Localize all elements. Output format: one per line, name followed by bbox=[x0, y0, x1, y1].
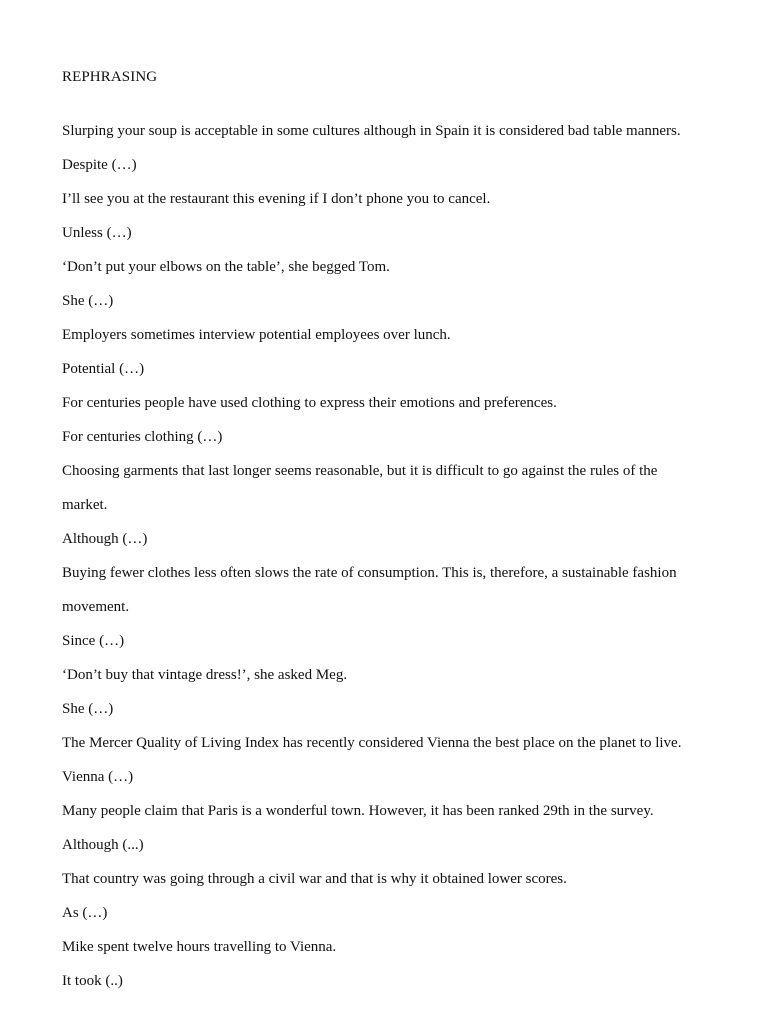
sentence-9: The Mercer Quality of Living Index has recently considered Vienna the best place on the planet to live. bbox=[62, 735, 682, 751]
prompt-9: Vienna (…) bbox=[62, 769, 134, 785]
sentence-2: I’ll see you at the restaurant this evening if I don’t phone you to cancel. bbox=[62, 191, 491, 207]
sentence-3: ‘Don’t put your elbows on the table’, she begged Tom. bbox=[62, 259, 390, 275]
sentence-10: Many people claim that Paris is a wonderful town. However, it has been ranked 29th in the survey. bbox=[62, 803, 654, 819]
sentence-7-part-2: movement. bbox=[62, 599, 130, 615]
prompt-12: It took (..) bbox=[62, 973, 123, 989]
sentence-1: Slurping your soup is acceptable in some cultures although in Spain it is considered bad table manners. bbox=[62, 123, 681, 139]
document-body bbox=[62, 114, 712, 998]
prompt-3: She (…) bbox=[62, 293, 114, 309]
prompt-7: Since (…) bbox=[62, 633, 125, 649]
prompt-6: Although (…) bbox=[62, 531, 148, 547]
sentence-12: Mike spent twelve hours travelling to Vienna. bbox=[62, 939, 337, 955]
prompt-2: Unless (…) bbox=[62, 225, 132, 241]
sentence-8: ‘Don’t buy that vintage dress!’, she asked Meg. bbox=[62, 667, 348, 683]
prompt-11: As (…) bbox=[62, 905, 108, 921]
sentence-11: That country was going through a civil war and that is why it obtained lower scores. bbox=[62, 871, 567, 887]
sentence-7-part-1: Buying fewer clothes less often slows the rate of consumption. This is, therefore, a sustainable fashion bbox=[62, 565, 677, 581]
sentence-4: Employers sometimes interview potential employees over lunch. bbox=[62, 327, 451, 343]
prompt-4: Potential (…) bbox=[62, 361, 145, 377]
prompt-10: Although (...) bbox=[62, 837, 144, 853]
prompt-8: She (…) bbox=[62, 701, 114, 717]
sentence-6-part-2: market. bbox=[62, 497, 108, 513]
sentence-5: For centuries people have used clothing to express their emotions and preferences. bbox=[62, 395, 557, 411]
prompt-1: Despite (…) bbox=[62, 157, 137, 173]
prompt-5: For centuries clothing (…) bbox=[62, 429, 223, 445]
sentence-6-part-1: Choosing garments that last longer seems reasonable, but it is difficult to go against the rules of the bbox=[62, 463, 658, 479]
document-title: REPHRASING bbox=[62, 69, 158, 85]
